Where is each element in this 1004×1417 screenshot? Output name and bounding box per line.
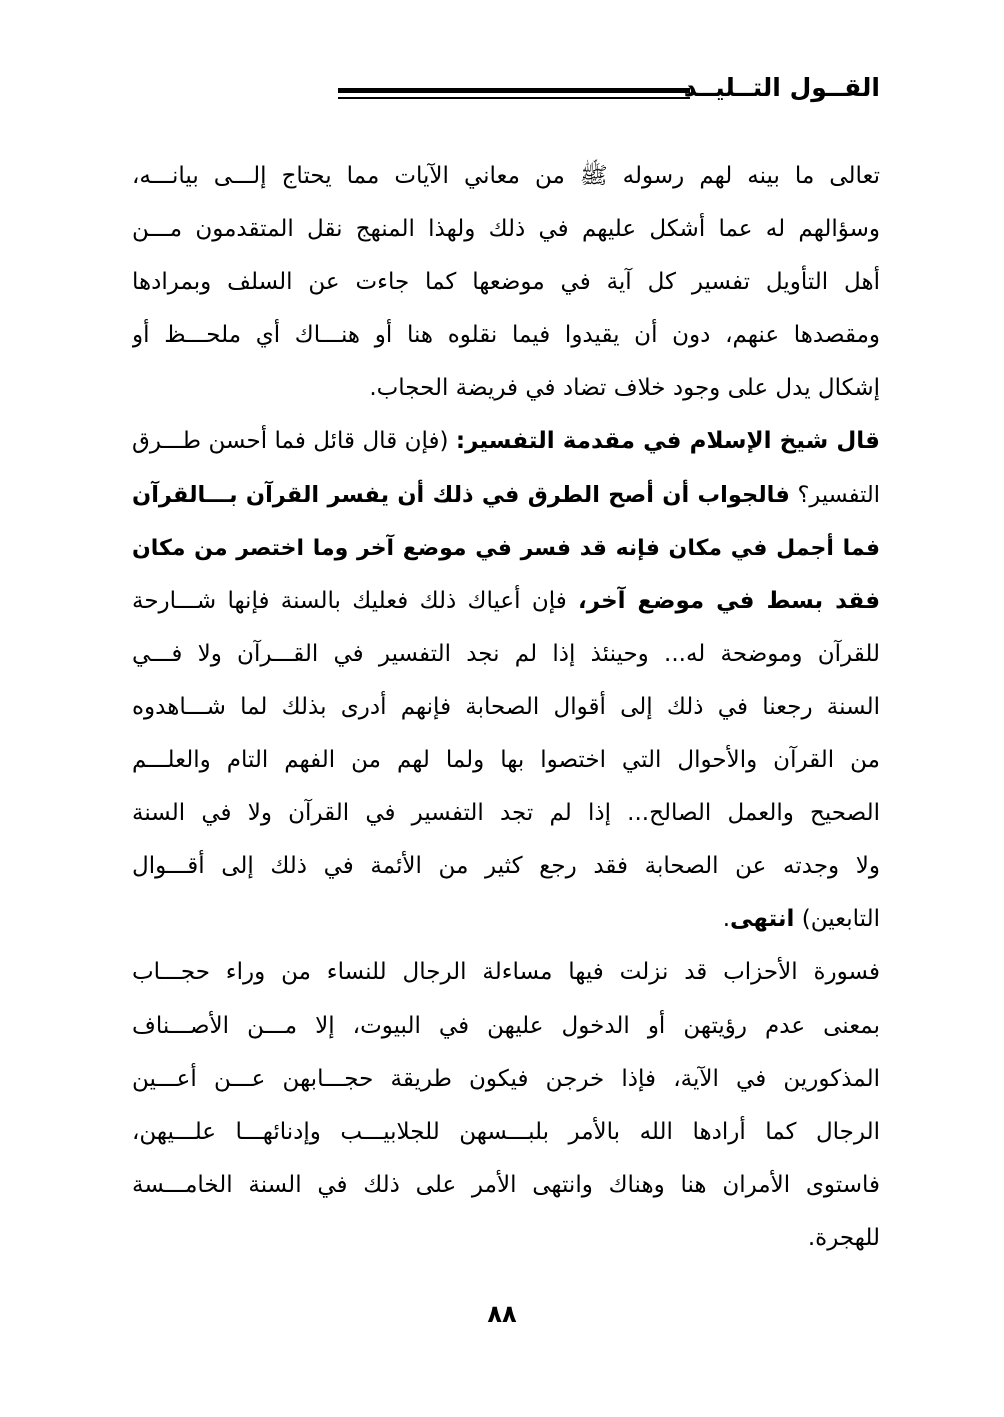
page-number: ٨٨	[487, 1300, 517, 1328]
header-rule-thick	[338, 88, 690, 93]
text-line	[132, 575, 880, 628]
text-line: السنة رجعنا في ذلك إلى أقوال الصحابة فإنهم أدرى بذلك لما شـــاهدوه	[132, 693, 880, 720]
text-line: ومقصدها عنهم، دون أن يقيدوا فيما نقلوه هنا أو هنـــاك أي ملحـــظ أو	[132, 322, 880, 349]
text-line: فما أجمل في مكان فإنه قد فسر في موضع آخر وما اختصر من مكان	[132, 535, 880, 561]
header-rule-thin	[338, 97, 690, 99]
text-line: الرجال كما أرادها الله بالأمر بلبـــسهن للجلابيـــب وإدنائهـــا علـــيهن،	[132, 1118, 880, 1145]
text-line: فاستوى الأمران هنا وهناك وانتهى الأمر على ذلك في السنة الخامـــسة	[132, 1171, 880, 1198]
text-line: تعالى ما بينه لهم رسوله ﷺ من معاني الآيات مما يحتاج إلـــى بيانـــه،	[132, 163, 880, 189]
quote-text: التفسير؟	[789, 481, 880, 508]
quote-text: .	[722, 906, 731, 933]
text-line: الصحيح والعمل الصالح... إذا لم تجد التفسير في القرآن ولا في السنة	[132, 800, 880, 827]
text-line	[132, 415, 880, 468]
quote-text: التابعين)	[794, 906, 880, 933]
text-line: للقرآن وموضحة له... وحينئذ إذا لم نجد التفسير في القـــرآن ولا فـــي	[132, 640, 880, 667]
text-line: بمعنى عدم رؤيتهن أو الدخول عليهن في البيوت، إلا مـــن الأصـــناف	[132, 1012, 880, 1039]
quote-end-marker: انتهى	[730, 906, 795, 933]
quote-source: قال شيخ الإسلام في مقدمة التفسير:	[455, 428, 880, 455]
quote-emphasis: فقد بسط في موضع آخر،	[578, 587, 880, 614]
text-line: للهجرة.	[807, 1224, 880, 1251]
text-line	[132, 893, 880, 946]
text-line: أهل التأويل تفسير كل آية في موضعها كما جاءت عن السلف وبمرادها	[132, 269, 880, 296]
text-line: من القرآن والأحوال التي اختصوا بها ولما لهم من الفهم التام والعلـــم	[132, 747, 880, 774]
text-line: ولا وجدته عن الصحابة فقد رجع كثير من الأئمة في ذلك إلى أقـــوال	[132, 853, 880, 880]
quote-emphasis: فالجواب أن أصح الطرق في ذلك أن يفسر القرآن بـــالقرآن	[132, 481, 790, 508]
text-line: فسورة الأحزاب قد نزلت فيها مساءلة الرجال للنساء من وراء حجـــاب	[132, 959, 880, 986]
text-line: المذكورين في الآية، فإذا خرجن فيكون طريقة حجـــابهن عـــن أعـــين	[132, 1065, 880, 1092]
page-body	[132, 150, 880, 1265]
text-line: وسؤالهم له عما أشكل عليهم في ذلك ولهذا المنهج نقل المتقدمون مـــن	[132, 216, 880, 243]
quote-text: (فإن قال قائل فما أحسن طـــرق	[132, 428, 456, 455]
running-header	[132, 70, 880, 110]
book-title: القــول التــليــد	[683, 73, 880, 102]
text-line	[132, 469, 880, 522]
quote-text: فإن أعياك ذلك فعليك بالسنة فإنها شـــارحة	[132, 587, 579, 614]
text-line: إشكال يدل على وجود خلاف تضاد في فريضة الحجاب.	[369, 375, 880, 402]
